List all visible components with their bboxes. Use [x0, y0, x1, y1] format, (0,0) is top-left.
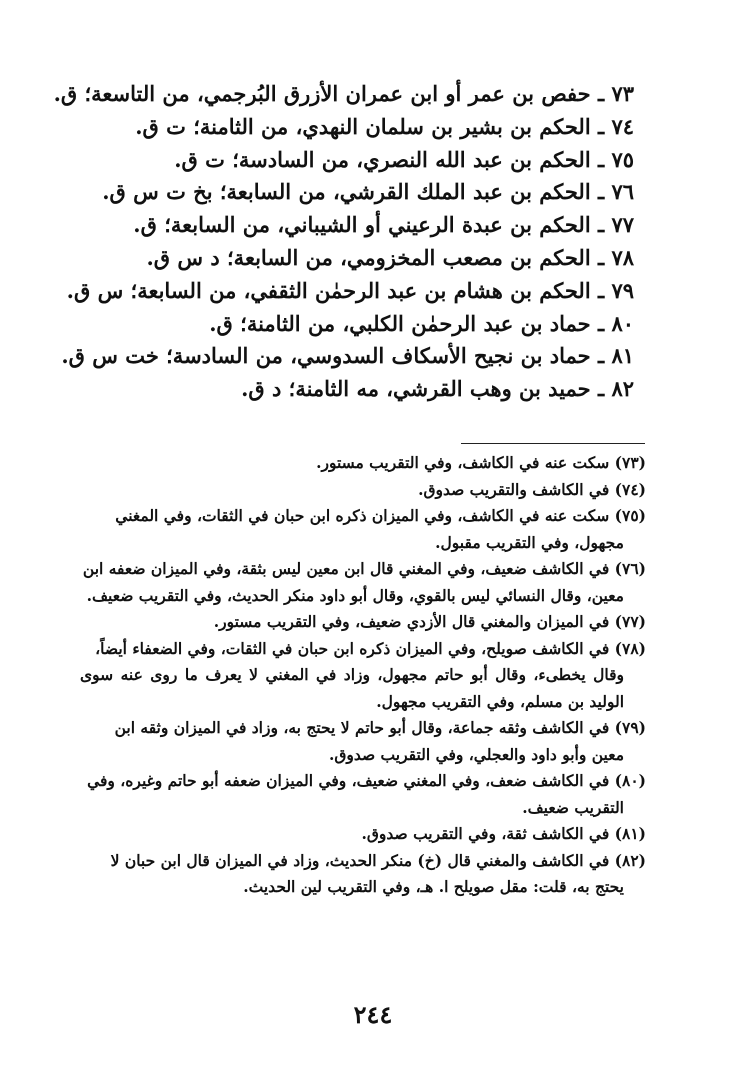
narrator-entry: ٨١ ـ حماد بن نجيح الأسكاف السدوسي، من السادسة؛ خت س ق.: [61, 343, 634, 369]
narrator-entry: ٧٤ ـ الحكم بن بشير بن سلمان النهدي، من الثامنة؛ ت ق.: [135, 113, 634, 139]
narrator-entry: ٧٧ ـ الحكم بن عبدة الرعيني أو الشيباني، من السابعة؛ ق.: [133, 212, 634, 238]
narrator-entry: ٧٣ ـ حفص بن عمر أو ابن عمران الأزرق البُرجمي، من التاسعة؛ ق.: [53, 81, 634, 106]
footnote-continuation: التقريب ضعيف.: [522, 797, 624, 817]
footnote-line: (٧٥) سكت عنه في الكاشف، وفي الميزان ذكره ابن حبان في الثقات، وفي المغني: [115, 506, 646, 525]
footnote: [80, 609, 646, 636]
footnote-continuation: مجهول، وفي التقريب مقبول.: [435, 532, 624, 552]
footnote-line: (٨٠) في الكاشف ضعف، وفي المغني ضعيف، وفي الميزان ضعفه أبو حاتم وغيره، وفي: [87, 771, 646, 790]
footnote-line: (٧٣) سكت عنه في الكاشف، وفي التقريب مستور.: [316, 453, 646, 472]
footnotes: [80, 450, 646, 901]
footnote-separator: [461, 443, 645, 444]
narrator-entry: ٨٠ ـ حماد بن عبد الرحمٰن الكلبي، من الثامنة؛ ق.: [209, 310, 634, 336]
narrator-list: [53, 78, 634, 406]
page-number: ٢٤٤: [353, 1000, 393, 1029]
footnote-continuation: يحتج به، قلت: مقل صويلح ا. هـ، وفي التقريب لين الحديث.: [243, 877, 624, 896]
narrator-entry: ٧٨ ـ الحكم بن مصعب المخزومي، من السابعة؛ د س ق.: [146, 244, 634, 270]
footnote-line: (٧٨) في الكاشف صويلح، وفي الميزان ذكره ابن حبان في الثقات، وفي الضعفاء أيضاً،: [95, 638, 646, 658]
footnote-line: (٧٧) في الميزان والمغني قال الأزدي ضعيف، وفي التقريب مستور.: [213, 612, 646, 631]
narrator-entry: ٧٩ ـ الحكم بن هشام بن عبد الرحمٰن الثقفي، من السابعة؛ س ق.: [66, 277, 634, 303]
footnote-line: (٨٢) في الكاشف والمغني قال (خ) منكر الحديث، وزاد في الميزان قال ابن حبان لا: [110, 850, 646, 870]
footnote: [80, 477, 646, 504]
footnote: [80, 503, 646, 556]
footnote: [80, 715, 646, 768]
footnote: [80, 848, 646, 901]
narrator-entry: ٧٦ ـ الحكم بن عبد الملك القرشي، من السابعة؛ بخ ت س ق.: [102, 179, 634, 205]
footnote-line: (٧٦) في الكاشف ضعيف، وفي المغني قال ابن معين ليس بثقة، وفي الميزان ضعفه ابن: [82, 559, 646, 578]
footnote: [80, 768, 646, 821]
footnote-line: (٧٤) في الكاشف والتقريب صدوق.: [418, 479, 646, 499]
footnote-continuation: وقال يخطىء، وقال أبو حاتم مجهول، وزاد في المغني لا يعرف ما روى عنه سوى الوليد بن مسلم، وفي التقريب مجهول.: [80, 665, 624, 711]
narrator-entry: ٧٥ ـ الحكم بن عبد الله النصري، من السادسة؛ ت ق.: [174, 146, 634, 172]
footnote-continuation: معين وأبو داود والعجلي، وفي التقريب صدوق.: [328, 744, 624, 764]
footnote: [80, 636, 646, 716]
narrator-entry: ٨٢ ـ حميد بن وهب القرشي، مه الثامنة؛ د ق.: [241, 376, 634, 402]
footnote-continuation: معين، وقال النسائي ليس بالقوي، وقال أبو داود منكر الحديث، وفي التقريب ضعيف.: [86, 585, 624, 605]
footnote-line: (٧٩) في الكاشف وثقه جماعة، وقال أبو حاتم لا يحتج به، وزاد في الميزان وثقه ابن: [114, 718, 646, 737]
footnote-line: (٨١) في الكاشف ثقة، وفي التقريب صدوق.: [361, 824, 646, 843]
footnote: [80, 556, 646, 609]
footnote: [80, 821, 646, 848]
footnote: [80, 450, 646, 477]
